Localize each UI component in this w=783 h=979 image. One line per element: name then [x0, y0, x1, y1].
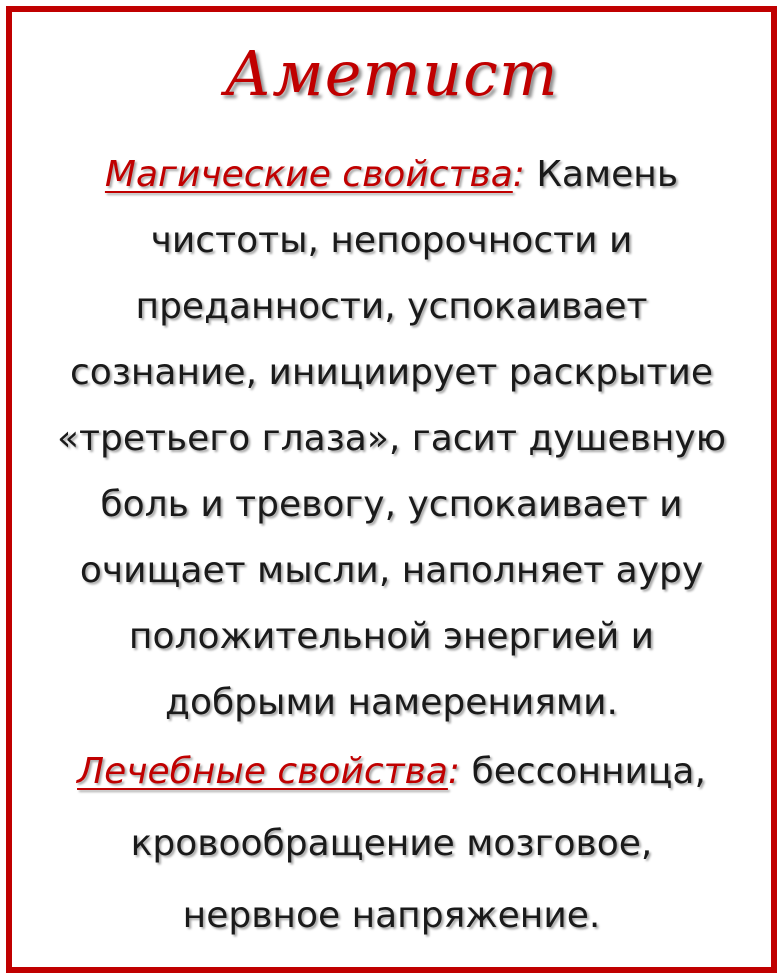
page-title: Аметист — [224, 37, 559, 110]
magic-heading-colon: : — [512, 154, 525, 195]
magic-line: чистоты, непорочности и — [150, 220, 633, 261]
magic-first-line — [34, 142, 749, 208]
magic-heading: Магические свойства — [104, 154, 513, 195]
magic-line: преданности, успокаивает — [135, 286, 648, 327]
description-text — [34, 142, 749, 952]
healing-first-line — [34, 736, 749, 808]
magic-line: очищает мысли, наполняет ауру — [79, 550, 704, 591]
magic-line: добрыми намерениями. — [165, 682, 618, 723]
magic-line: Камень — [536, 154, 679, 195]
healing-heading: Лечебные свойства — [77, 751, 448, 792]
healing-line: нервное напряжение. — [182, 895, 601, 936]
healing-line: бессонница, — [471, 751, 706, 792]
red-border-frame — [6, 6, 777, 973]
magic-line: положительной энергией и — [128, 616, 655, 657]
magic-line: боль и тревогу, успокаивает и — [100, 484, 683, 525]
magic-line: «третьего глаза», гасит душевную — [56, 418, 727, 459]
magic-line: сознание, инициирует раскрытие — [69, 352, 714, 393]
healing-heading-colon: : — [447, 751, 461, 792]
healing-line: кровообращение мозговое, — [130, 823, 653, 864]
